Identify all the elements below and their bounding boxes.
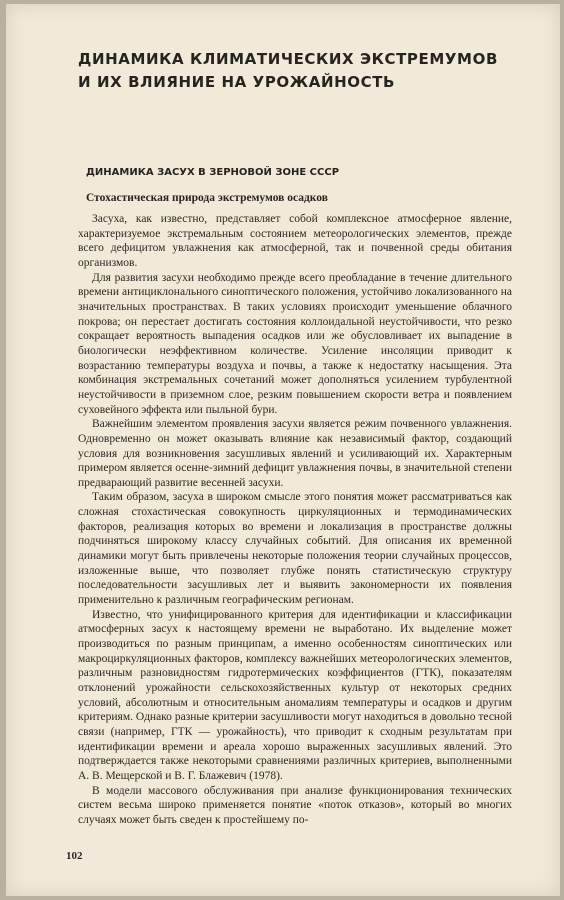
paragraph: Важнейшим элементом проявления засухи является режим почвенного увлажнения. Одновременно он может оказывать влияние как независимый фактор, создающий условия для возникновения засушливых явлений и усиливающий их. Характерным примером является осенне-зимний дефицит увлажнения почвы, в значительной степени предварающий развитие весенней засухи. [78,418,512,489]
paragraph: Засуха, как известно, представляет собой комплексное атмосферное явление, характеризуемое экстремальным состоянием метеорологических элементов, прежде всего дефицитом увлажнения как атмосферной, так и почвенной среды обитания организмов. [78,213,512,269]
chapter-title-line-2: И ИХ ВЛИЯНИЕ НА УРОЖАЙНОСТЬ [78,73,396,91]
chapter-title-line-1: ДИНАМИКА КЛИМАТИЧЕСКИХ ЭКСТРЕМУМОВ [78,50,498,68]
paragraph: Для развития засухи необходимо прежде всего преобладание в течение длительного времени антициклонального синоптического положения, устойчиво локализованного на значительных пространствах. В таких условиях происходит уменьшение облачного покрова; он перестает достигать состояния коллоидальной неустойчивости, что резко сокращает вероятность выпадения осадков или же обусловливает их выпадение в биологически неэффективном количестве. Усиление инсоляции приводит к возрастанию температуры воздуха и почвы, а также к недостатку насыщения. Эта комбинация экстремальных сочетаний может дополняться усилением турбулентной неустойчивости в приземном слое, резким повышением скорости ветра и появлением суховейного эффекта или пыльной бури. [78,271,512,416]
paragraph: Известно, что унифицированного критерия для идентификации и классификации атмосферных засух к настоящему времени не выработано. Их выделение может производиться по разным принципам, а именно особенностям синоптических или макроциркуляционных факторов, комплексу важнейших метеорологических элементов, различным разновидностям гидротермических коэффициентов (ГТК), показателям отклонений урожайности сельскохозяйственных культур от некоторых средних условий, абсолютным и относительным аномалиям температуры и осадков и другим критериям. Однако разные критерии засушливости могут находиться в довольно тесной связи (например, ГТК — урожайность), что приводит к сходным результатам при идентификации времени и ареала хорошо выраженных засушливых явлений. Это подтверждается также некоторыми сравнениями различных критериев, выполненными А. В. Мещерской и В. Г. Блажевич (1978). [78,608,512,782]
book-page [6,4,560,896]
subsection-title: Стохастическая природа экстремумов осадков [86,192,328,204]
body-text [78,212,512,828]
page-number: 102 [66,850,83,862]
paragraph: В модели массового обслуживания при анализе функционирования технических систем весьма широко применяется понятие «поток отказов», который во многих случаях может быть сведен к простейшему по- [78,784,512,826]
chapter-title [78,48,518,94]
paragraph: Таким образом, засуха в широком смысле этого понятия может рассматриваться как сложная стохастическая совокупность циркуляционных и термодинамических факторов, реализация которых во времени и локализация в пространстве должны подчиняться широкому классу случайных событий. Для описания их временной динамики могут быть привлечены некоторые положения теории случайных процессов, изложенные выше, что позволяет глубже понять статистическую структуру последовательности засушливых лет и выявить закономерности их появления применительно к различным географическим регионам. [78,491,512,607]
section-title: ДИНАМИКА ЗАСУХ В ЗЕРНОВОЙ ЗОНЕ СССР [86,167,340,178]
